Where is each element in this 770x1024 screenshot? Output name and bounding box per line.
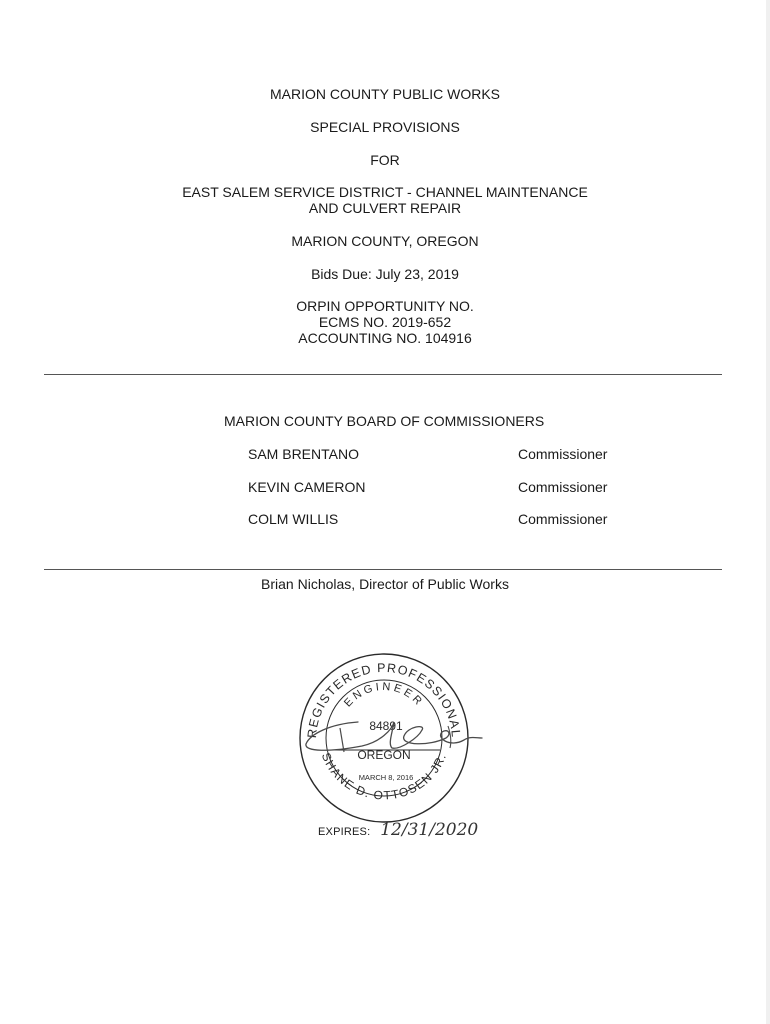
board-title: MARION COUNTY BOARD OF COMMISSIONERS xyxy=(224,413,545,429)
expires-label: EXPIRES: xyxy=(318,826,371,838)
orpin-number: ORPIN OPPORTUNITY NO. xyxy=(296,298,474,314)
director-line: Brian Nicholas, Director of Public Works xyxy=(261,576,509,592)
commissioner-name: COLM WILLIS xyxy=(248,511,339,527)
project-title-line2: AND CULVERT REPAIR xyxy=(308,200,462,216)
commissioner-role: Commissioner xyxy=(518,511,608,527)
divider-top xyxy=(44,374,722,375)
seal-engineer-text: ENGINEER xyxy=(342,680,426,710)
commissioner-role: Commissioner xyxy=(518,446,608,462)
commissioner-role: Commissioner xyxy=(518,479,608,495)
svg-text:ENGINEER xyxy=(342,681,426,710)
expires-date: 12/31/2020 xyxy=(380,820,479,840)
doc-type: SPECIAL PROVISIONS xyxy=(310,119,460,135)
project-title-line1: EAST SALEM SERVICE DISTRICT - CHANNEL MAINTENANCE xyxy=(182,184,588,200)
agency-title: MARION COUNTY PUBLIC WORKS xyxy=(270,86,500,102)
seal-name-text: SHANE D. OTTOSEN JR. xyxy=(318,750,450,803)
ecms-number: ECMS NO. 2019-652 xyxy=(318,314,452,330)
seal-arc-text: REGISTERED PROFESSIONAL xyxy=(304,660,464,739)
bids-due: Bids Due: July 23, 2019 xyxy=(311,266,459,282)
seal-state: OREGON xyxy=(357,748,411,762)
accounting-number: ACCOUNTING NO. 104916 xyxy=(298,330,472,346)
divider-bottom xyxy=(44,569,722,570)
commissioner-name: SAM BRENTANO xyxy=(248,446,359,462)
expires-line xyxy=(318,820,478,840)
for-label: FOR xyxy=(370,152,400,168)
seal-date: MARCH 8, 2016 xyxy=(358,773,414,782)
seal-number: 84891 xyxy=(369,719,403,733)
signature xyxy=(300,708,485,764)
location: MARION COUNTY, OREGON xyxy=(291,233,479,249)
commissioner-name: KEVIN CAMERON xyxy=(248,479,366,495)
